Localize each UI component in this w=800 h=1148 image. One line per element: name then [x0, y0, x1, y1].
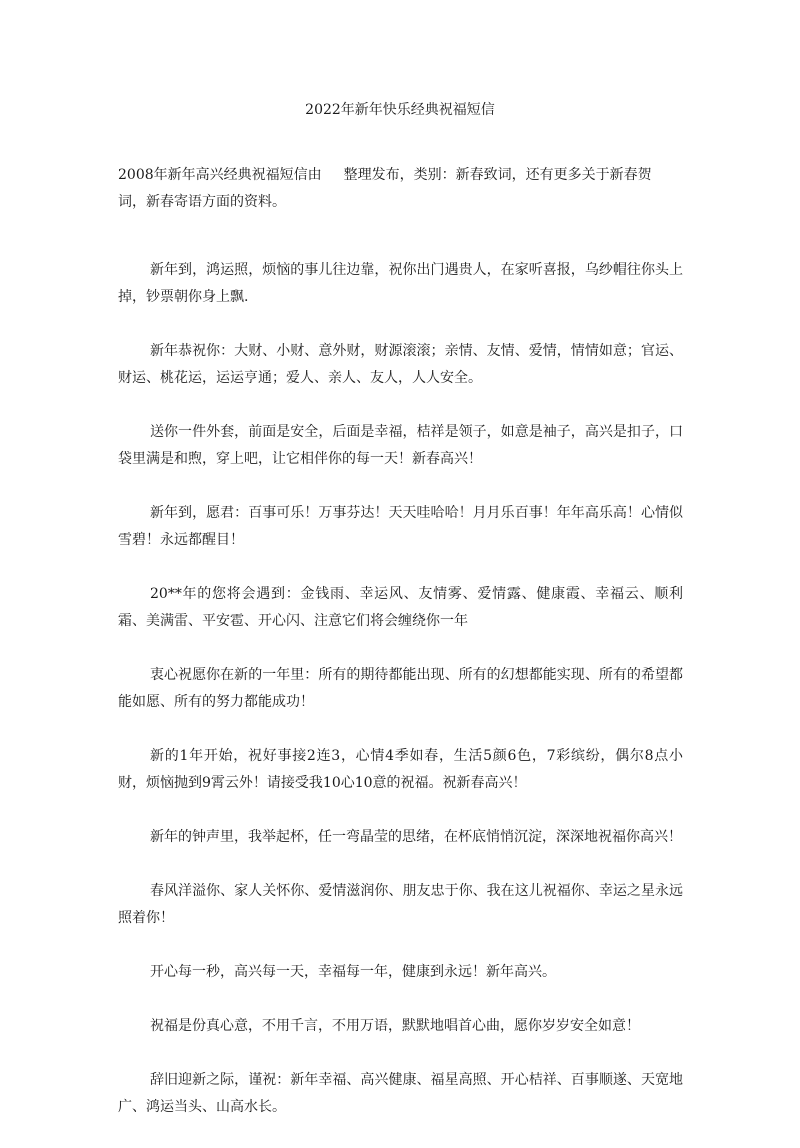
greeting-paragraph-8: 新年的钟声里，我举起杯，任一弯晶莹的思绪，在杯底悄悄沉淀，深深地祝福你高兴！ [150, 829, 682, 845]
greeting-paragraph-5: 20**年的您将会遇到：金钱雨、幸运风、友情雾、爱情露、健康霞、幸福云、顺利霜、美满雷、平安雹、开心闪、注意它们将会缠绕你一年 [118, 586, 683, 629]
greeting-paragraph-12: 辞旧迎新之际，谨祝：新年幸福、高兴健康、福星高照、开心桔祥、百事顺遂、天宽地广、鸿运当头、山高水长。 [118, 1072, 683, 1115]
greeting-paragraph-9: 春风洋溢你、家人关怀你、爱情滋润你、朋友忠于你、我在这儿祝福你、幸运之星永远照着你！ [118, 883, 683, 926]
greeting-paragraph-3: 送你一件外套，前面是安全，后面是幸福，桔祥是领子，如意是袖子，高兴是扣子，口袋里满是和煦，穿上吧，让它相伴你的每一天！新春高兴！ [118, 424, 683, 467]
intro-part-2: 整理发布，类别：新春致词，还有更多关于新春贺词，新春寄语方面的资料。 [118, 167, 652, 210]
greeting-paragraph-10: 开心每一秒，高兴每一天，幸福每一年，健康到永远！新年高兴。 [150, 964, 556, 980]
greeting-paragraph-6: 衷心祝愿你在新的一年里：所有的期待都能出现、所有的幻想都能实现、所有的希望都能如愿、所有的努力都能成功！ [118, 667, 683, 710]
greeting-paragraph-11: 祝福是份真心意，不用千言，不用万语，默默地唱首心曲，愿你岁岁安全如意！ [150, 1018, 640, 1034]
greeting-paragraph-4: 新年到，愿君：百事可乐！万事芬达！天天哇哈哈！月月乐百事！年年高乐高！心情似雪碧！永远都醒目！ [118, 505, 683, 548]
document-title: 2022年新年快乐经典祝福短信 [305, 102, 495, 118]
intro-paragraph [118, 162, 678, 216]
greeting-paragraph-1: 新年到，鸿运照，烦恼的事儿往边靠，祝你出门遇贵人，在家听喜报，乌纱帽往你头上掉，钞票朝你身上飘. [118, 262, 683, 305]
intro-part-1: 2008年新年高兴经典祝福短信由 [118, 167, 322, 183]
greeting-paragraph-7: 新的1年开始，祝好事接2连3，心情4季如春，生活5颜6色，7彩缤纷，偶尔8点小财，烦恼抛到9霄云外！请接受我10心10意的祝福。祝新春高兴！ [118, 748, 683, 791]
greetings-list [118, 257, 683, 1148]
greeting-paragraph-2: 新年恭祝你：大财、小财、意外财，财源滚滚；亲情、友情、爱情，情情如意；官运、财运、桃花运，运运亨通；爱人、亲人、友人，人人安全。 [118, 343, 683, 386]
